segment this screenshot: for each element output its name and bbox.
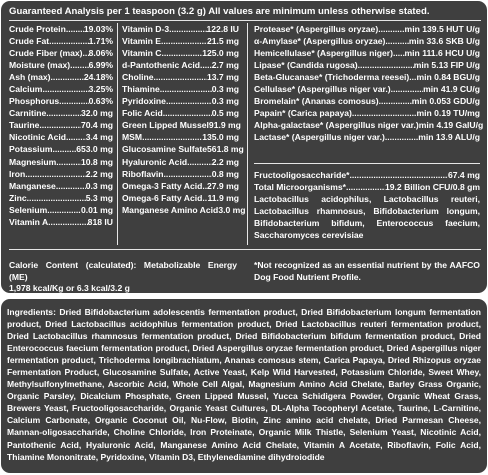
nutrient-label: Crude Protein xyxy=(9,24,66,34)
leader-dots xyxy=(70,59,89,71)
nutrient-row xyxy=(254,47,480,59)
nutrient-value: 653.0 mg xyxy=(76,144,113,155)
nutrient-row xyxy=(122,156,239,168)
leader-dots xyxy=(350,169,448,181)
nutrient-value: 1.71% xyxy=(88,36,113,47)
nutrient-row xyxy=(9,192,113,204)
leader-dots xyxy=(154,71,207,83)
nutrient-value: 27.9 mg xyxy=(206,180,239,191)
nutrient-column-2 xyxy=(122,23,246,216)
nutrient-label: Lipase* (Candida rugosa) xyxy=(254,60,358,71)
leader-dots xyxy=(169,23,206,35)
nutrient-label: Hemicellulase* (Aspergillus niger) xyxy=(254,48,393,59)
nutrient-label: Papain* (Carica papaya) xyxy=(254,108,352,119)
analysis-header: Guaranteed Analysis per 1 teaspoon (3.2 g) All values are minimum unless otherwise stated. xyxy=(9,6,481,21)
nutrient-label: Vitamin E xyxy=(122,36,162,47)
nutrient-label: d-Pantothenic Acid xyxy=(122,60,200,71)
leader-dots xyxy=(39,119,81,131)
leader-dots xyxy=(161,47,202,59)
nutrient-value: 2.2 mg xyxy=(85,168,113,179)
nutrient-label: Folic Acid xyxy=(122,108,163,119)
nutrient-row xyxy=(122,71,239,83)
nutrient-row xyxy=(9,180,113,192)
nutrient-label: Vitamin A xyxy=(9,216,49,227)
nutrient-row xyxy=(122,95,239,107)
nutrient-value: min 0.053 GDU/g xyxy=(411,96,480,107)
nutrient-label: Vitamin D-3 xyxy=(122,24,170,34)
nutrient-label: Alpha-galactase* (Aspergillus niger var.) xyxy=(254,120,419,131)
leader-dots xyxy=(200,59,212,71)
nutrient-value: 91.9 mg xyxy=(208,120,241,131)
nutrient-row xyxy=(122,119,239,131)
nutrient-label: Potassium xyxy=(9,144,53,155)
leader-dots xyxy=(346,181,385,193)
leader-dots xyxy=(47,204,81,216)
nutrient-label: Thiamine xyxy=(122,84,160,95)
nutrient-row xyxy=(9,59,113,71)
nutrient-label: Bromelain* (Ananas comosus) xyxy=(254,96,379,107)
nutrient-label: Carnitine xyxy=(9,108,47,119)
nutrient-value: 0.3 mg xyxy=(211,84,239,95)
nutrient-row xyxy=(254,23,480,35)
nutrient-value: 24.18% xyxy=(83,72,113,83)
guaranteed-analysis-panel xyxy=(1,1,487,293)
leader-dots xyxy=(142,131,202,143)
nutrient-label: Protease* (Aspergillus oryzae) xyxy=(254,24,379,34)
nutrient-row xyxy=(122,35,239,47)
nutrient-row xyxy=(122,131,239,143)
nutrient-value: 0.3 mg xyxy=(211,96,239,107)
nutrient-row xyxy=(9,168,113,180)
leader-dots xyxy=(187,156,212,168)
nutrient-label: Nicotinic Acid xyxy=(9,132,66,143)
nutrient-value: 0.3 mg xyxy=(85,180,113,191)
nutrient-row xyxy=(9,83,113,95)
microorganisms-note: Lactobacillus acidophilus, Lactobacillus reuteri, Lactobacillus rhamnosus, Bifidobacterium longum, Bifidobacterium bifidum, Enterococcus faecium, Saccharomyces cerevisiae xyxy=(254,194,480,241)
nutrient-row xyxy=(122,192,239,204)
nutrient-label: Lactase* (Aspergillus niger var.) xyxy=(254,132,385,143)
nutrient-label: Manganese Amino Acid xyxy=(122,204,219,215)
nutrient-label: Glucosamine Sulfate xyxy=(122,144,208,155)
nutrient-row xyxy=(9,107,113,119)
nutrient-label: Cellulase* (Aspergillus niger var.) xyxy=(254,84,391,95)
nutrient-value: 10.8 mg xyxy=(80,156,113,167)
nutrient-label: Total Microorganisms* xyxy=(254,182,347,193)
nutrient-value: 561.8 mg xyxy=(207,144,244,155)
nutrient-row xyxy=(254,169,480,181)
ingredients-panel xyxy=(1,299,487,473)
nutrient-value: 19.2 Billion CFU/0.8 gm xyxy=(384,182,480,193)
nutrient-value: 0.01 mg xyxy=(80,204,113,215)
leader-dots xyxy=(393,47,405,59)
nutrient-label: Taurine xyxy=(9,120,40,131)
leader-dots xyxy=(160,83,212,95)
nutrient-label: Iron xyxy=(9,168,26,179)
enzyme-column xyxy=(254,23,484,143)
nutrient-value: min 33.6 SKB U/g xyxy=(408,36,480,47)
ingredients-list: Ingredients: Dried Bifidobacterium adolescentis fermentation product, Dried Bifidobacterium longum fermentation product, Dried Lactobacillus acidophilus fermentation product, Dried Lactobacillus reuteri fermentation product, Dried Lactobacillus rhamnosus fermentation product, Dried Bifidobacterium bifidum fermentation product, Dried Enterococcus faecium fermentation product, Dried Aspergillus oryzae fermentation product, Dried Aspergillus niger fermentation product, Trichoderma longibrachiatum, Ananas comosus stem, Carica Papaya, Dried Rhizopus oryzae Fermentation Product, Glucosamine Sulfate, Active Yeast, Kelp Wild Harvested, Potassium Chloride, Sweet Whey, Methylsulfonylmethane, Ascorbic Acid, Whole Cell Algal, Magnesium Amino Acid Chelate, Barley Grass Organic, Organic Parsley, Dicalcium Phosphate, Green Lipped Mussel, Yucca Schidigera Powder, Organic Wheat Grass, Brewers Yeast, Fructooligosaccharide, Organic Yeast Cultures, DL-Alpha Tocopheryl Acetate, Taurine, L-Carnitine, Calcium Carbonate, Organic Coconut Oil, Nu-Flow, Biotin, Zinc amino acid chelate, Dried Parmesan Cheese, Mannan-oligosaccharide, Choline Chloride, Iron Proteinate, Organic Milk Thistle, Selenium Yeast, Nicotinic Acid, Pantothenic Acid, Hyaluronic Acid, Manganese Amino Acid Chelate, Vitamin A Acetate, Riboflavin, Folic Acid, Thiamine Mononitrate, Pyridoxine, Vitamin D3, Ethylenediamine dihydroiodide xyxy=(7,307,481,462)
leader-dots xyxy=(51,71,84,83)
nutrient-column-1 xyxy=(9,23,113,228)
nutrient-value: 11.9 mg xyxy=(207,192,239,203)
nutrient-label: Fructooligosaccharide* xyxy=(254,170,350,180)
nutrient-label: Crude Fat xyxy=(9,36,50,47)
section-divider xyxy=(9,249,481,250)
nutrient-value: 0.8 mg xyxy=(211,168,239,179)
nutrient-value: 8.06% xyxy=(88,48,113,59)
nutrient-value: min 13.9 ALU/g xyxy=(418,132,480,143)
nutrient-row xyxy=(254,131,480,143)
nutrient-value: 135.0 mg xyxy=(202,132,239,143)
nutrient-row xyxy=(122,180,239,192)
nutrient-value: min 0.84 BGU/g xyxy=(416,72,480,83)
calorie-line-2: 1,978 kcal/Kg or 6.3 kcal/3.2 g xyxy=(9,283,130,293)
leader-dots xyxy=(391,83,424,95)
nutrient-row xyxy=(254,119,484,131)
nutrient-label: Phosphorus xyxy=(9,96,60,107)
nutrient-label: MSM xyxy=(122,132,143,143)
leader-dots xyxy=(352,107,417,119)
calorie-line-1: Calorie Content (calculated): Metabolizable Energy (ME) xyxy=(9,260,237,282)
leader-dots xyxy=(27,192,86,204)
nutrient-value: min 0.19 TU/mg xyxy=(416,108,480,119)
nutrient-value: 13.7 mg xyxy=(206,72,239,83)
leader-dots xyxy=(379,95,412,107)
leader-dots xyxy=(46,107,81,119)
nutrient-label: α-Amylase* (Aspergillus oryzae) xyxy=(254,36,386,47)
nutrient-label: Moisture (max) xyxy=(9,60,71,71)
nutrient-label: Crude Fiber (max) xyxy=(9,48,83,59)
nutrient-value: 67.4 mg xyxy=(447,170,480,180)
leader-dots xyxy=(66,23,84,35)
nutrient-value: 0.63% xyxy=(88,96,113,107)
nutrient-label: Riboflavin xyxy=(122,168,164,179)
leader-dots xyxy=(164,168,212,180)
nutrient-row xyxy=(122,23,239,35)
nutrient-value: 2.7 mg xyxy=(211,60,239,71)
nutrient-row xyxy=(254,181,480,193)
nutrient-row xyxy=(122,59,239,71)
nutrient-row xyxy=(9,95,113,107)
nutrient-value: 5.3 mg xyxy=(85,192,113,203)
nutrient-label: Manganese xyxy=(9,180,56,191)
column-divider xyxy=(117,23,118,245)
nutrient-value: min 5.13 FIP U/g xyxy=(413,60,480,71)
column-divider xyxy=(247,23,248,245)
nutrient-value: 70.4 mg xyxy=(80,120,113,131)
nutrient-label: Beta-Glucanase* (Trichoderma reesei) xyxy=(254,72,410,83)
nutrient-label: Calcium xyxy=(9,84,43,95)
nutrient-value: min 4.19 GalU/g xyxy=(418,120,484,131)
nutrient-row xyxy=(254,83,480,95)
nutrient-row xyxy=(9,156,113,168)
leader-dots xyxy=(59,95,88,107)
probiotic-section xyxy=(254,169,480,241)
nutrient-value: 21.5 mg xyxy=(206,36,239,47)
section-divider xyxy=(254,163,480,164)
leader-dots xyxy=(378,23,404,35)
nutrient-row xyxy=(122,143,244,155)
nutrient-row xyxy=(254,35,480,47)
nutrient-label: Omega-6 Fatty Acid xyxy=(122,192,203,203)
nutrient-label: Pyridoxine xyxy=(122,96,166,107)
nutrient-value: 19.03% xyxy=(83,24,113,34)
nutrient-value: min 41.9 CU/g xyxy=(423,84,480,95)
leader-dots xyxy=(49,35,89,47)
nutrient-label: Green Lipped Mussel xyxy=(122,120,209,131)
nutrient-label: Selenium xyxy=(9,204,48,215)
leader-dots xyxy=(409,71,416,83)
nutrient-row xyxy=(122,47,239,59)
nutrient-label: Choline xyxy=(122,72,154,83)
nutrient-row xyxy=(122,204,246,216)
leader-dots xyxy=(56,180,86,192)
leader-dots xyxy=(42,83,88,95)
leader-dots xyxy=(385,131,418,143)
nutrient-row xyxy=(9,35,113,47)
nutrient-row xyxy=(122,168,239,180)
nutrient-value: min 139.5 HUT U/g xyxy=(404,24,480,34)
leader-dots xyxy=(66,131,86,143)
nutrient-label: Hyaluronic Acid xyxy=(122,156,188,167)
leader-dots xyxy=(161,35,207,47)
nutrient-value: 2.2 mg xyxy=(211,156,239,167)
nutrient-value: 3.25% xyxy=(88,84,113,95)
nutrient-row xyxy=(122,107,239,119)
leader-dots xyxy=(48,216,88,228)
nutrient-row xyxy=(9,47,113,59)
probiotic-rows xyxy=(254,169,480,193)
aafco-footnote: *Not recognized as an essential nutrient by the AAFCO Dog Food Nutrient Profile. xyxy=(254,260,480,282)
nutrient-row xyxy=(9,71,113,83)
nutrient-row xyxy=(254,71,480,83)
nutrient-row xyxy=(9,131,113,143)
nutrient-value: min 111.6 HCU U/g xyxy=(404,48,480,59)
leader-dots xyxy=(358,59,414,71)
nutrient-value: 6.99% xyxy=(88,60,113,71)
leader-dots xyxy=(52,143,76,155)
nutrient-value: 0.5 mg xyxy=(211,108,239,119)
leader-dots xyxy=(56,156,81,168)
nutrient-value: 125.0 mg xyxy=(202,48,239,59)
nutrient-row xyxy=(122,83,239,95)
nutrient-row xyxy=(254,95,480,107)
nutrient-label: Zinc xyxy=(9,192,27,203)
nutrient-row xyxy=(9,23,113,35)
nutrient-row xyxy=(9,204,113,216)
nutrient-value: 818 IU xyxy=(87,216,113,227)
nutrient-value: 3.0 mg xyxy=(218,204,246,215)
leader-dots xyxy=(25,168,86,180)
leader-dots xyxy=(166,95,212,107)
nutrient-label: Omega-3 Fatty Acid xyxy=(122,180,203,191)
nutrient-value: 122.8 IU xyxy=(206,24,239,34)
nutrient-value: 3.4 mg xyxy=(85,132,113,143)
nutrient-label: Ash (max) xyxy=(9,72,51,83)
nutrient-label: Magnesium xyxy=(9,156,57,167)
calorie-content xyxy=(9,260,237,295)
leader-dots xyxy=(163,107,212,119)
nutrient-row xyxy=(254,107,480,119)
nutrient-label: Vitamin C xyxy=(122,48,162,59)
leader-dots xyxy=(385,35,408,47)
nutrient-row xyxy=(9,143,113,155)
nutrient-row xyxy=(254,59,480,71)
nutrient-value: 32.0 mg xyxy=(80,108,113,119)
nutrient-row xyxy=(9,216,113,228)
nutrient-row xyxy=(9,119,113,131)
